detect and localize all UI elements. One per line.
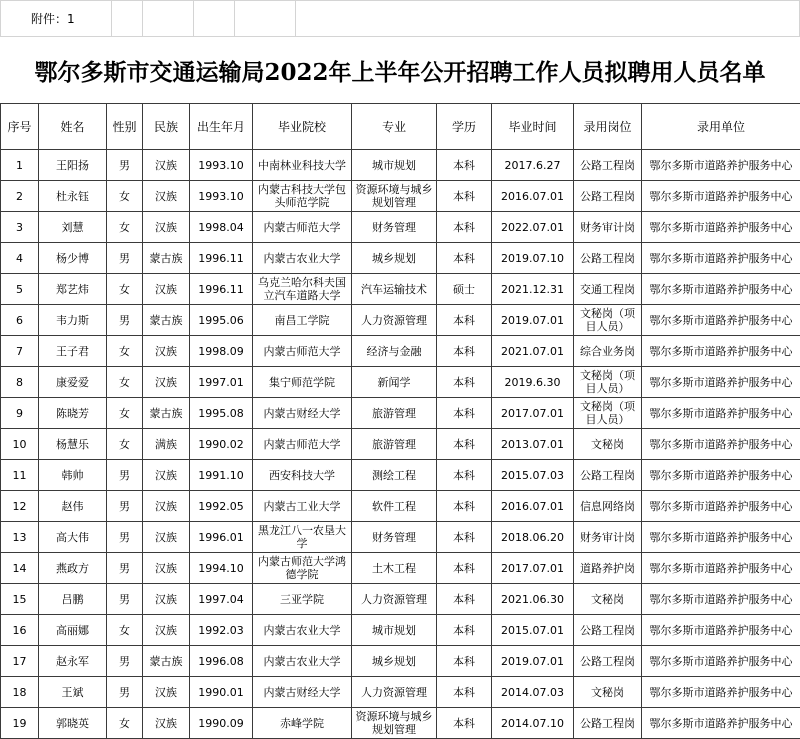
cell-position: 财务审计岗: [574, 212, 642, 243]
cell-school: 内蒙古农业大学: [253, 615, 352, 646]
cell-school: 西安科技大学: [253, 460, 352, 491]
cell-position: 文秘岗（项目人员）: [574, 398, 642, 429]
cell-unit: 鄂尔多斯市道路养护服务中心: [642, 615, 800, 646]
table-row: [1, 429, 800, 460]
cell-major: 经济与金融: [352, 336, 437, 367]
cell-position: 公路工程岗: [574, 243, 642, 274]
cell-name: 赵永军: [39, 646, 107, 677]
cell-ethnicity: 蒙古族: [143, 646, 190, 677]
cell-grad-date: 2013.07.01: [492, 429, 574, 460]
cell-seq: 16: [1, 615, 39, 646]
table-row: [1, 367, 800, 398]
cell-ethnicity: 汉族: [143, 460, 190, 491]
cell-gender: 男: [107, 584, 143, 615]
cell-birth: 1990.09: [190, 708, 253, 739]
cell-seq: 8: [1, 367, 39, 398]
cell-degree: 本科: [437, 367, 492, 398]
cell-name: 高大伟: [39, 522, 107, 553]
cell-school: 中南林业科技大学: [253, 150, 352, 181]
cell-gender: 男: [107, 553, 143, 584]
cell-school: 内蒙古农业大学: [253, 243, 352, 274]
cell-major: 人力资源管理: [352, 305, 437, 336]
cell-ethnicity: 汉族: [143, 615, 190, 646]
cell-gender: 女: [107, 429, 143, 460]
cell-name: 郭晓英: [39, 708, 107, 739]
cell-ethnicity: 汉族: [143, 212, 190, 243]
cell-birth: 1996.08: [190, 646, 253, 677]
cell-ethnicity: 汉族: [143, 181, 190, 212]
cell-position: 财务审计岗: [574, 522, 642, 553]
cell-name: 赵伟: [39, 491, 107, 522]
cell-unit: 鄂尔多斯市道路养护服务中心: [642, 398, 800, 429]
cell-grad-date: 2019.07.10: [492, 243, 574, 274]
column-header-school: 毕业院校: [253, 104, 352, 150]
cell-major: 资源环境与城乡规划管理: [352, 181, 437, 212]
table-row: [1, 336, 800, 367]
cell-gender: 女: [107, 398, 143, 429]
cell-birth: 1993.10: [190, 150, 253, 181]
cell-school: 内蒙古师范大学: [253, 429, 352, 460]
cell-gender: 女: [107, 181, 143, 212]
cell-birth: 1996.11: [190, 274, 253, 305]
cell-gender: 男: [107, 677, 143, 708]
table-row: [1, 522, 800, 553]
cell-position: 文秘岗（项目人员）: [574, 367, 642, 398]
cell-gender: 女: [107, 708, 143, 739]
cell-seq: 10: [1, 429, 39, 460]
cell-school: 内蒙古科技大学包头师范学院: [253, 181, 352, 212]
cell-seq: 14: [1, 553, 39, 584]
attachment-row-cells: [0, 0, 800, 37]
cell-position: 综合业务岗: [574, 336, 642, 367]
cell-unit: 鄂尔多斯市道路养护服务中心: [642, 429, 800, 460]
cell-degree: 本科: [437, 491, 492, 522]
cell-degree: 本科: [437, 677, 492, 708]
cell-school: 内蒙古财经大学: [253, 677, 352, 708]
cell-ethnicity: 汉族: [143, 677, 190, 708]
cell-major: 汽车运输技术: [352, 274, 437, 305]
cell-grad-date: 2022.07.01: [492, 212, 574, 243]
cell-degree: 本科: [437, 584, 492, 615]
cell-position: 公路工程岗: [574, 460, 642, 491]
cell-name: 郑艺炜: [39, 274, 107, 305]
cell-major: 城乡规划: [352, 243, 437, 274]
cell-position: 文秘岗: [574, 429, 642, 460]
cell-school: 内蒙古师范大学: [253, 212, 352, 243]
cell-birth: 1997.04: [190, 584, 253, 615]
table-row: [1, 491, 800, 522]
cell-position: 文秘岗: [574, 584, 642, 615]
cell-school: 三亚学院: [253, 584, 352, 615]
cell-birth: 1995.06: [190, 305, 253, 336]
cell-birth: 1994.10: [190, 553, 253, 584]
cell-gender: 男: [107, 491, 143, 522]
cell-school: 乌克兰哈尔科夫国立汽车道路大学: [253, 274, 352, 305]
cell-major: 旅游管理: [352, 398, 437, 429]
cell-school: 赤峰学院: [253, 708, 352, 739]
cell-position: 道路养护岗: [574, 553, 642, 584]
cell-name: 杨少博: [39, 243, 107, 274]
cell-grad-date: 2018.06.20: [492, 522, 574, 553]
cell-degree: 本科: [437, 398, 492, 429]
cell-unit: 鄂尔多斯市道路养护服务中心: [642, 584, 800, 615]
table-row: [1, 212, 800, 243]
cell-degree: 本科: [437, 336, 492, 367]
cell-grad-date: 2017.6.27: [492, 150, 574, 181]
cell-gender: 女: [107, 274, 143, 305]
cell-name: 韩帅: [39, 460, 107, 491]
cell-birth: 1991.10: [190, 460, 253, 491]
cell-grad-date: 2019.6.30: [492, 367, 574, 398]
cell-unit: 鄂尔多斯市道路养护服务中心: [642, 491, 800, 522]
candidate-table: [0, 103, 800, 739]
table-header-row: [1, 104, 800, 150]
table-row: [1, 553, 800, 584]
cell-unit: 鄂尔多斯市道路养护服务中心: [642, 305, 800, 336]
cell-position: 公路工程岗: [574, 708, 642, 739]
cell-school: 内蒙古师范大学鸿德学院: [253, 553, 352, 584]
cell-seq: 12: [1, 491, 39, 522]
cell-degree: 本科: [437, 460, 492, 491]
cell-seq: 7: [1, 336, 39, 367]
cell-position: 信息网络岗: [574, 491, 642, 522]
cell-name: 王斌: [39, 677, 107, 708]
cell-gender: 男: [107, 460, 143, 491]
column-header-gender: 性别: [107, 104, 143, 150]
cell-name: 吕鹏: [39, 584, 107, 615]
cell-gender: 女: [107, 367, 143, 398]
table-row: [1, 677, 800, 708]
cell-ethnicity: 满族: [143, 429, 190, 460]
cell-ethnicity: 汉族: [143, 553, 190, 584]
cell-grad-date: 2016.07.01: [492, 181, 574, 212]
cell-major: 财务管理: [352, 522, 437, 553]
cell-major: 资源环境与城乡规划管理: [352, 708, 437, 739]
cell-grad-date: 2021.12.31: [492, 274, 574, 305]
cell-major: 新闻学: [352, 367, 437, 398]
cell-seq: 18: [1, 677, 39, 708]
cell-birth: 1992.03: [190, 615, 253, 646]
cell-grad-date: 2016.07.01: [492, 491, 574, 522]
table-row: [1, 150, 800, 181]
cell-major: 财务管理: [352, 212, 437, 243]
cell-birth: 1996.11: [190, 243, 253, 274]
cell-name: 高丽娜: [39, 615, 107, 646]
cell-name: 韦力斯: [39, 305, 107, 336]
cell-seq: 17: [1, 646, 39, 677]
cell-grad-date: 2017.07.01: [492, 398, 574, 429]
cell-unit: 鄂尔多斯市道路养护服务中心: [642, 522, 800, 553]
cell-gender: 男: [107, 305, 143, 336]
cell-seq: 6: [1, 305, 39, 336]
cell-birth: 1997.01: [190, 367, 253, 398]
column-header-degree: 学历: [437, 104, 492, 150]
cell-gender: 男: [107, 150, 143, 181]
cell-school: 内蒙古工业大学: [253, 491, 352, 522]
cell-name: 燕政方: [39, 553, 107, 584]
cell-grad-date: 2014.07.03: [492, 677, 574, 708]
cell-major: 旅游管理: [352, 429, 437, 460]
cell-seq: 4: [1, 243, 39, 274]
cell-grad-date: 2019.07.01: [492, 646, 574, 677]
cell-degree: 本科: [437, 615, 492, 646]
cell-major: 城市规划: [352, 615, 437, 646]
cell-gender: 女: [107, 212, 143, 243]
cell-ethnicity: 汉族: [143, 274, 190, 305]
cell-major: 软件工程: [352, 491, 437, 522]
cell-ethnicity: 汉族: [143, 367, 190, 398]
cell-school: 内蒙古农业大学: [253, 646, 352, 677]
cell-seq: 19: [1, 708, 39, 739]
cell-grad-date: 2015.07.01: [492, 615, 574, 646]
cell-ethnicity: 蒙古族: [143, 243, 190, 274]
cell-unit: 鄂尔多斯市道路养护服务中心: [642, 646, 800, 677]
cell-name: 杨慧乐: [39, 429, 107, 460]
table-row: [1, 615, 800, 646]
cell-unit: 鄂尔多斯市道路养护服务中心: [642, 274, 800, 305]
cell-school: 黑龙江八一农垦大学: [253, 522, 352, 553]
cell-gender: 男: [107, 243, 143, 274]
cell-grad-date: 2021.07.01: [492, 336, 574, 367]
cell-position: 文秘岗（项目人员）: [574, 305, 642, 336]
cell-ethnicity: 汉族: [143, 584, 190, 615]
cell-ethnicity: 汉族: [143, 491, 190, 522]
cell-birth: 1990.01: [190, 677, 253, 708]
table-row: [1, 584, 800, 615]
cell-birth: 1992.05: [190, 491, 253, 522]
cell-name: 杜永钰: [39, 181, 107, 212]
table-row: [1, 398, 800, 429]
cell-name: 陈晓芳: [39, 398, 107, 429]
table-body: [1, 150, 800, 739]
cell-birth: 1995.08: [190, 398, 253, 429]
cell-ethnicity: 汉族: [143, 150, 190, 181]
cell-unit: 鄂尔多斯市道路养护服务中心: [642, 708, 800, 739]
column-header-ethnicity: 民族: [143, 104, 190, 150]
cell-unit: 鄂尔多斯市道路养护服务中心: [642, 460, 800, 491]
cell-gender: 男: [107, 522, 143, 553]
table-row: [1, 460, 800, 491]
attachment-row: [0, 0, 800, 37]
cell-seq: 11: [1, 460, 39, 491]
cell-major: 土木工程: [352, 553, 437, 584]
cell-seq: 3: [1, 212, 39, 243]
cell-degree: 本科: [437, 305, 492, 336]
cell-ethnicity: 汉族: [143, 522, 190, 553]
cell-school: 南昌工学院: [253, 305, 352, 336]
cell-unit: 鄂尔多斯市道路养护服务中心: [642, 367, 800, 398]
cell-school: 内蒙古财经大学: [253, 398, 352, 429]
attachment-label: 附件：1: [1, 1, 112, 37]
cell-degree: 硕士: [437, 274, 492, 305]
cell-position: 文秘岗: [574, 677, 642, 708]
cell-name: 王阳扬: [39, 150, 107, 181]
cell-name: 王子君: [39, 336, 107, 367]
cell-degree: 本科: [437, 646, 492, 677]
cell-position: 公路工程岗: [574, 615, 642, 646]
cell-degree: 本科: [437, 522, 492, 553]
cell-degree: 本科: [437, 181, 492, 212]
cell-position: 交通工程岗: [574, 274, 642, 305]
cell-position: 公路工程岗: [574, 150, 642, 181]
cell-degree: 本科: [437, 429, 492, 460]
cell-degree: 本科: [437, 150, 492, 181]
cell-major: 城乡规划: [352, 646, 437, 677]
cell-position: 公路工程岗: [574, 181, 642, 212]
column-header-name: 姓名: [39, 104, 107, 150]
cell-birth: 1990.02: [190, 429, 253, 460]
cell-major: 人力资源管理: [352, 677, 437, 708]
cell-gender: 男: [107, 646, 143, 677]
table-row: [1, 708, 800, 739]
cell-position: 公路工程岗: [574, 646, 642, 677]
cell-grad-date: 2015.07.03: [492, 460, 574, 491]
cell-degree: 本科: [437, 212, 492, 243]
cell-birth: 1996.01: [190, 522, 253, 553]
cell-birth: 1993.10: [190, 181, 253, 212]
column-header-major: 专业: [352, 104, 437, 150]
cell-degree: 本科: [437, 553, 492, 584]
cell-unit: 鄂尔多斯市道路养护服务中心: [642, 212, 800, 243]
cell-name: 康爱爱: [39, 367, 107, 398]
cell-seq: 5: [1, 274, 39, 305]
cell-seq: 1: [1, 150, 39, 181]
cell-school: 集宁师范学院: [253, 367, 352, 398]
cell-ethnicity: 蒙古族: [143, 305, 190, 336]
column-header-birth: 出生年月: [190, 104, 253, 150]
cell-degree: 本科: [437, 708, 492, 739]
cell-degree: 本科: [437, 243, 492, 274]
cell-unit: 鄂尔多斯市道路养护服务中心: [642, 677, 800, 708]
cell-unit: 鄂尔多斯市道路养护服务中心: [642, 150, 800, 181]
cell-seq: 15: [1, 584, 39, 615]
table-row: [1, 274, 800, 305]
cell-unit: 鄂尔多斯市道路养护服务中心: [642, 181, 800, 212]
cell-unit: 鄂尔多斯市道路养护服务中心: [642, 336, 800, 367]
column-header-grad-date: 毕业时间: [492, 104, 574, 150]
cell-grad-date: 2021.06.30: [492, 584, 574, 615]
cell-grad-date: 2017.07.01: [492, 553, 574, 584]
cell-gender: 女: [107, 615, 143, 646]
cell-major: 城市规划: [352, 150, 437, 181]
cell-gender: 女: [107, 336, 143, 367]
cell-seq: 9: [1, 398, 39, 429]
cell-major: 人力资源管理: [352, 584, 437, 615]
cell-birth: 1998.09: [190, 336, 253, 367]
cell-seq: 2: [1, 181, 39, 212]
cell-unit: 鄂尔多斯市道路养护服务中心: [642, 553, 800, 584]
table-row: [1, 305, 800, 336]
cell-school: 内蒙古师范大学: [253, 336, 352, 367]
column-header-unit: 录用单位: [642, 104, 800, 150]
cell-ethnicity: 汉族: [143, 336, 190, 367]
table-row: [1, 646, 800, 677]
document-title: 鄂尔多斯市交通运输局2022年上半年公开招聘工作人员拟聘用人员名单: [0, 37, 800, 103]
column-header-position: 录用岗位: [574, 104, 642, 150]
table-row: [1, 181, 800, 212]
column-header-seq: 序号: [1, 104, 39, 150]
cell-seq: 13: [1, 522, 39, 553]
cell-grad-date: 2019.07.01: [492, 305, 574, 336]
cell-unit: 鄂尔多斯市道路养护服务中心: [642, 243, 800, 274]
cell-ethnicity: 蒙古族: [143, 398, 190, 429]
table-row: [1, 243, 800, 274]
cell-major: 测绘工程: [352, 460, 437, 491]
cell-name: 刘慧: [39, 212, 107, 243]
cell-birth: 1998.04: [190, 212, 253, 243]
cell-ethnicity: 汉族: [143, 708, 190, 739]
cell-grad-date: 2014.07.10: [492, 708, 574, 739]
